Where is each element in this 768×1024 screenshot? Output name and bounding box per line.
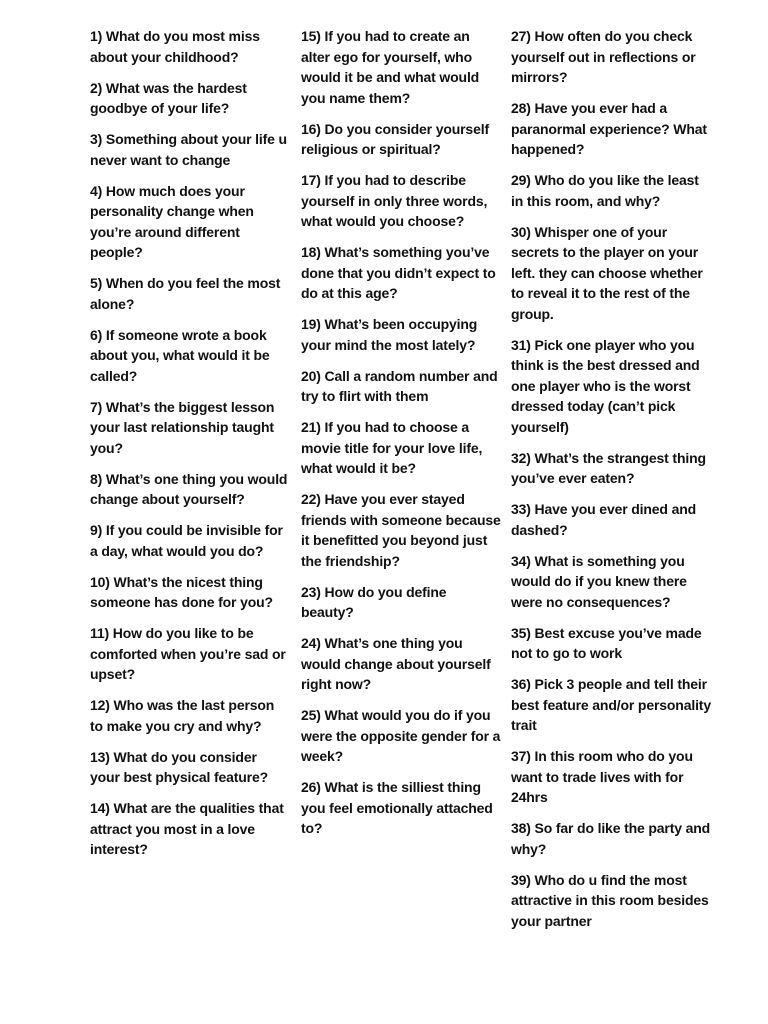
question-item: 31) Pick one player who you think is the best dressed and one player who is the worst dressed today (can’t pick yourself) [511,336,700,435]
question-item: 16) Do you consider yourself religious or spiritual? [301,120,489,157]
question-item: 12) Who was the last person to make you cry and why? [90,697,275,734]
question-item: 2) What was the hardest goodbye of your life? [90,79,247,116]
question-item: 25) What would you do if you were the opposite gender for a week? [301,707,501,764]
question-column-1 [90,26,290,870]
question-item: 33) Have you ever dined and dashed? [511,501,697,538]
question-item: 38) So far do like the party and why? [511,820,711,857]
question-item: 35) Best excuse you’ve made not to go to work [511,624,702,661]
question-item: 37) In this room who do you want to trade lives with for 24hrs [511,748,693,805]
question-item: 11) How do you like to be comforted when you’re sad or upset? [90,625,286,682]
question-item: 15) If you had to create an alter ego for yourself, who would it be and what would you name them? [301,28,480,106]
question-item: 4) How much does your personality change when you’re around different people? [90,182,254,260]
question-item: 18) What’s something you’ve done that you didn’t expect to do at this age? [301,244,496,301]
question-item: 36) Pick 3 people and tell their best feature and/or personality trait [511,676,711,733]
question-item: 20) Call a random number and try to flirt with them [301,367,498,404]
question-item: 32) What’s the strangest thing you’ve ever eaten? [511,449,706,486]
question-column-3 [511,26,711,942]
question-item: 10) What’s the nicest thing someone has done for you? [90,573,273,610]
question-item: 24) What’s one thing you would change about yourself right now? [301,635,491,692]
question-item: 7) What’s the biggest lesson your last relationship taught you? [90,398,275,456]
question-item: 30) Whisper one of your secrets to the player on your left. they can choose whether to reveal it to the rest of the group. [511,223,703,322]
question-item: 28) Have you ever had a paranormal experience? What happened? [511,100,707,157]
question-item: 8) What’s one thing you would change about yourself? [90,470,288,507]
question-item: 17) If you had to describe yourself in only three words, what would you choose? [301,172,488,229]
question-item: 21) If you had to choose a movie title for your love life, what would it be? [301,419,483,476]
question-item: 6) If someone wrote a book about you, what would it be called? [90,326,270,384]
question-item: 3) Something about your life u never want to change [90,131,287,168]
question-item: 9) If you could be invisible for a day, what would you do? [90,522,283,559]
question-item: 29) Who do you like the least in this room, and why? [511,172,699,209]
question-item: 19) What’s been occupying your mind the most lately? [301,316,478,353]
question-item: 23) How do you define beauty? [301,583,447,620]
question-item: 26) What is the silliest thing you feel emotionally attached to? [301,779,493,836]
question-item: 22) Have you ever stayed friends with someone because it benefitted you beyond just the friendship? [301,491,501,569]
question-item: 13) What do you consider your best physical feature? [90,748,269,785]
question-column-2 [301,26,501,849]
question-item: 5) When do you feel the most alone? [90,275,281,312]
question-item: 34) What is something you would do if you knew there were no consequences? [511,552,687,610]
question-item: 27) How often do you check yourself out in reflections or mirrors? [511,28,696,85]
question-item: 14) What are the qualities that attract you most in a love interest? [90,800,284,857]
question-item: 39) Who do u find the most attractive in this room besides your partner [511,871,709,929]
question-item: 1) What do you most miss about your childhood? [90,28,260,65]
